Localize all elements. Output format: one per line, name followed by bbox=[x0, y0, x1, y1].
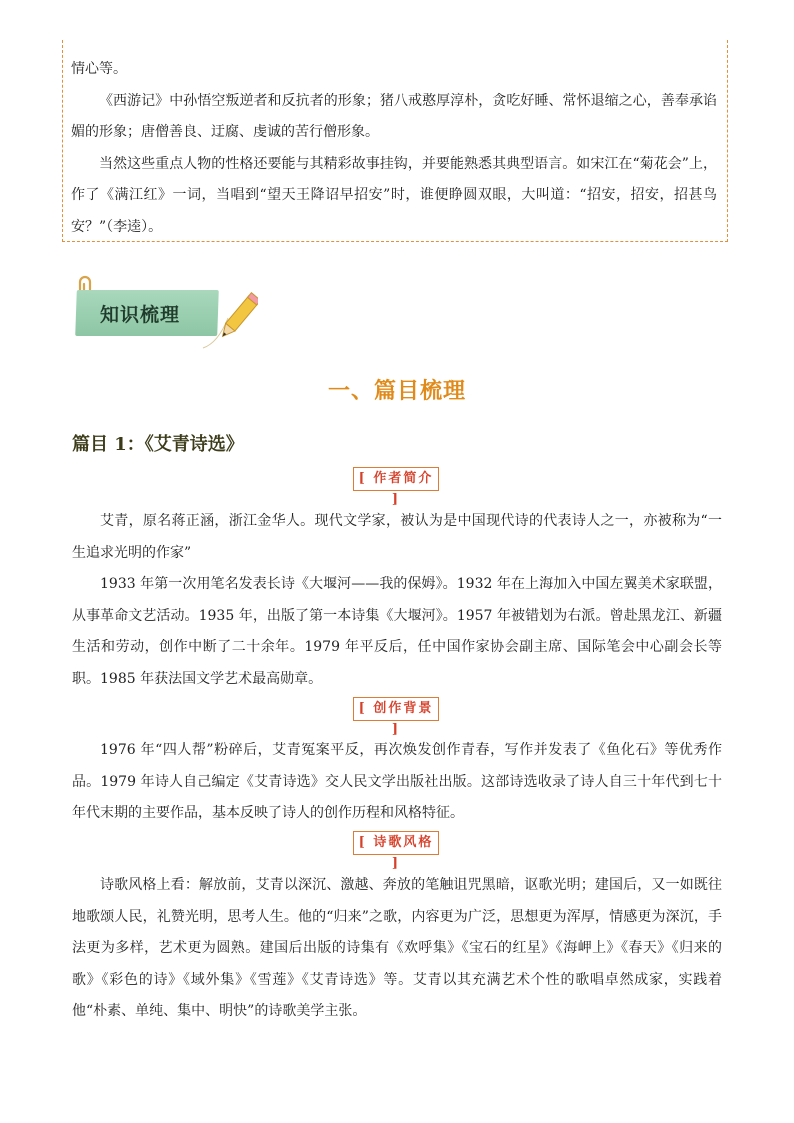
article-title: 篇目 1：《艾青诗选》 bbox=[72, 434, 244, 455]
section-title: 一、篇目梳理 bbox=[327, 378, 466, 404]
badge-label: 知识梳理 bbox=[100, 304, 181, 326]
note-para-characters: 当然这些重点人物的性格还要能与其精彩故事挂钩，并要能熟悉其典型语言。如宋江在“菊花会”上，作了《满江红》一词，当唱到“望天王降诏早招安”时，谁便睁圆双眼，大叫道：“招安，招安，招甚鸟安？”（李逵）。 bbox=[71, 155, 717, 235]
tag-author-intro: [ 作者简介 ] bbox=[353, 467, 439, 491]
author-para-1: 艾青，原名蒋正涵，浙江金华人。现代文学家，被认为是中国现代诗的代表诗人之一，亦被称为“一生追求光明的作家” bbox=[72, 513, 722, 561]
note-para-xiyouji: 《西游记》中孙悟空叛逆者和反抗者的形象；猪八戒憨厚淳朴，贪吃好睡、常怀退缩之心，善奉承谄媚的形象；唐僧善良、迂腐、虔诚的苦行僧形象。 bbox=[71, 92, 717, 140]
pencil-icon bbox=[198, 288, 258, 358]
author-para-2: 1933 年第一次用笔名发表长诗《大堰河——我的保姆》。1932 年在上海加入中国左翼美术家联盟，从事革命文艺活动。1935 年，出版了第一本诗集《大堰河》。1957 年被错划为右派。曾赴黑龙江、新疆生活和劳动，创作中断了二十余年。1979 年平反后，任中国作家协会副主席、国际笔会中心副会长等职。1985 年获法国文学艺术最高勋章。 bbox=[72, 576, 722, 687]
knowledge-badge bbox=[70, 280, 260, 350]
note-box bbox=[62, 40, 728, 242]
tag-creation-background: [ 创作背景 ] bbox=[353, 697, 439, 721]
tag-poetry-style: [ 诗歌风格 ] bbox=[353, 831, 439, 855]
note-line-continuation: 情心等。 bbox=[71, 61, 127, 77]
style-para: 诗歌风格上看：解放前，艾青以深沉、激越、奔放的笔触诅咒黑暗，讴歌光明；建国后，又一如既往地歌颂人民，礼赞光明，思考人生。他的“归来”之歌，内容更为广泛，思想更为浑厚，情感更为深沉，手法更为多样，艺术更为圆熟。建国后出版的诗集有《欢呼集》《宝石的红星》《海岬上》《春天》《归来的歌》《彩色的诗》《域外集》《雪莲》《艾青诗选》等。艾青以其充满艺术个性的歌唱卓然成家，实践着他“朴素、单纯、集中、明快”的诗歌美学主张。 bbox=[72, 877, 722, 1019]
background-para: 1976 年“四人帮”粉碎后，艾青冤案平反，再次焕发创作青春，写作并发表了《鱼化石》等优秀作品。1979 年诗人自己编定《艾青诗选》交人民文学出版社出版。这部诗选收录了诗人自三十年代到七十年代末期的主要作品，基本反映了诗人的创作历程和风格特征。 bbox=[72, 742, 722, 821]
